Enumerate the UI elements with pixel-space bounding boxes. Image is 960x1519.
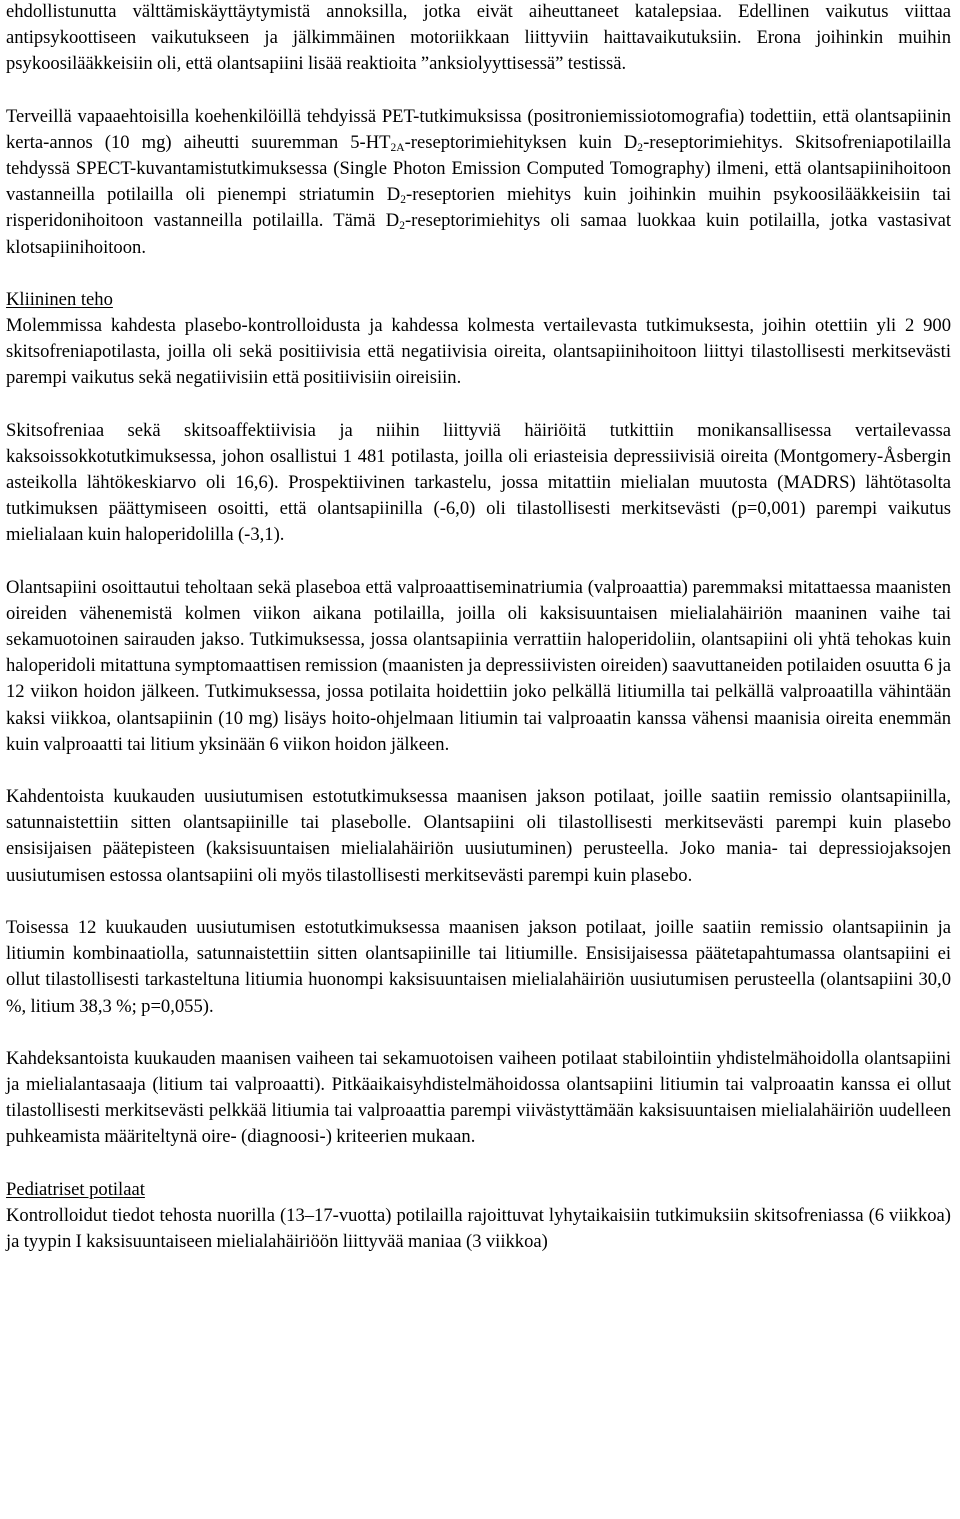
pet-text-d: -reseptorien miehitys kuin joihinkin muihin psykoosilääkkeisiin tai risperidonihoitoon vastanneilla potilailla. Tämä D bbox=[6, 184, 951, 232]
paragraph-relapse-12-months-placebo: Kahdentoista kuukauden uusiutumisen estotutkimuksessa maanisen jakson potilaat, joille saatiin remissio olantsapiinilla, satunnaistettiin sitten olantsapiinille tai plasebolle. Olantsapiini oli tilastollisesti merkitsevästi parempi kuin plasebo ensisijaisen päätepisteen (kaksisuuntaisen mielialahäiriön uusiutuminen) perusteella. Joko mania- tai depressiojaksojen uusiutumisen estossa olantsapiini oli myös tilastollisesti merkitsevästi parempi kuin plasebo. bbox=[6, 786, 951, 886]
paragraph-gap bbox=[6, 261, 951, 287]
pet-text-e: -reseptorimiehitys oli samaa luokkaa kuin potilailla, jotka vastasivat klotsapiinihoitoon. bbox=[6, 210, 951, 258]
pet-text-b: -reseptorimiehityksen kuin D bbox=[404, 131, 638, 153]
pet-subscript-2a: 2A bbox=[390, 141, 405, 154]
pet-text-a: Terveillä vapaaehtoisilla koehenkilöillä tehdyissä PET-tutkimuksissa (positroniemissiotomografia) todettiin, että olantsapiinin kerta-annos (10 mg) aiheutti suuremman 5-HT bbox=[6, 105, 951, 153]
paragraph-mania: Olantsapiini osoittautui teholtaan sekä plaseboa että valproaattiseminatriumia (valproaattia) paremmaksi mitattaessa maanisten oireiden vähenemistä kolmen viikon aikana potilailla, joilla oli kaksisuuntaisen mielialahäiriön maaninen vaihe tai sekamuotoinen sairauden jakso. Tutkimuksessa, jossa olantsapiinia verrattiin haloperidoliin, olantsapiini oli yhtä tehokas kuin haloperidoli mitattuna symptomaattisen remission (maanisten ja depressiivisten oireiden) saavuttaneiden potilaiden osuutta 6 ja 12 viikon hoidon jälkeen. Tutkimuksessa, jossa potilaita hoidettiin joko pelkällä litiumilla tai pelkällä valproaatilla vähintään kaksi viikkoa, olantsapiinin (10 mg) lisäys hoito-ohjelmaan litiumin tai valproaatin kanssa vähensi maanisia oireita enemmän kuin valproaatti tai litium yksinään 6 viikon hoidon jälkeen. bbox=[6, 576, 951, 755]
paragraph-gap bbox=[6, 758, 951, 784]
paragraph-clinical: Molemmissa kahdesta plasebo-kontrolloidusta ja kahdessa kolmesta vertailevasta tutkimuksesta, joihin otettiin yli 2 900 skitsofreniapotilasta, joilla oli sekä positiivisia että negatiivisia oireita, olantsapiinihoitoon liittyi tilastollisesti merkitsevästi parempi vaikutus sekä negatiivisiin että positiivisiin oireisiin. bbox=[6, 315, 951, 389]
document-page bbox=[6, 0, 951, 1255]
paragraph-pediatric: Kontrolloidut tiedot tehosta nuorilla (13–17-vuotta) potilailla rajoittuvat lyhytaikaisiin tutkimuksiin skitsofreniassa (6 viikkoa) ja tyypin I kaksisuuntaiseen mielialahäiriöön liittyvää maniaa (3 viikkoa) bbox=[6, 1204, 951, 1252]
paragraph-gap bbox=[6, 549, 951, 575]
pet-subscript-2-third: 2 bbox=[399, 220, 405, 233]
heading-pediatric: Pediatriset potilaat bbox=[6, 1178, 145, 1200]
pet-subscript-2-first: 2 bbox=[637, 141, 644, 154]
pet-text-c: -reseptorimiehitys. Skitsofreniapotilailla tehdyssä SPECT-kuvantamistutkimuksessa (Single Photon Emission Computed Tomography) ilmeni, että olantsapiinihoitoon vastanneilla potilailla oli pienempi striatumin D bbox=[6, 131, 951, 206]
paragraph-relapse-18-months: Kahdeksantoista kuukauden maanisen vaiheen tai sekamuotoisen vaiheen potilaat stabilointiin yhdistelmähoidolla olantsapiini ja mielialantasaaja (litium tai valproaatti). Pitkäaikaisyhdistelmähoidossa olantsapiini litiumin tai valproaatin kanssa ei ollut tilastollisesti merkitsevästi pelkkää litiumia tai valproaattia parempi viivästyttämään kaksisuuntaisen mielialahäiriön uudelleen puhkeamista määriteltynä oire- (diagnoosi-) kriteerien mukaan. bbox=[6, 1047, 951, 1148]
paragraph-gap bbox=[6, 1020, 951, 1046]
paragraph-gap bbox=[6, 392, 951, 418]
paragraph-pet-studies bbox=[6, 104, 951, 261]
paragraph-gap bbox=[6, 1151, 951, 1177]
paragraph-relapse-12-months-lithium: Toisessa 12 kuukauden uusiutumisen estotutkimuksessa maanisen jakson potilaat, joille saatiin remissio olantsapiinin ja litiumin kombinaatiolla, satunnaistettiin sitten olantsapiinille tai litiumille. Ensisijaisessa päätetapahtumassa olantsapiini ei ollut tilastollisesti tarkasteltuna litiumia huonompi kaksisuuntaisen mielialahäiriön uusiutumisen perusteella (olantsapiini 30,0 %, litium 38,3 %; p=0,055). bbox=[6, 916, 951, 1017]
heading-clinical-efficacy: Kliininen teho bbox=[6, 288, 113, 310]
paragraph-schizoaffective: Skitsofreniaa sekä skitsoaffektiivisia ja niihin liittyviä häiriöitä tutkittiin monikansallisessa vertailevassa kaksoissokkotutkimuksessa, johon osallistui 1 481 potilasta, joilla oli eriasteisia depressiivisiä oireita (Montgomery-Åsbergin asteikolla lähtökeskiarvo oli 16,6). Prospektiivinen tarkastelu, jossa mitattiin mielialan muutosta (MADRS) lähtötasolta tutkimuksen päättymiseen osoitti, että olantsapiinilla (-6,0) oli tilastollisesti merkitsevästi (p=0,001) parempi vaikutus mielialaan kuin haloperidolilla (-3,1). bbox=[6, 419, 951, 546]
pet-subscript-2-second: 2 bbox=[400, 194, 406, 207]
paragraph-gap bbox=[6, 889, 951, 915]
paragraph-gap bbox=[6, 78, 951, 104]
paragraph-intro: ehdollistunutta välttämiskäyttäytymistä annoksilla, jotka eivät aiheuttaneet katalepsiaa. Edellinen vaikutus viittaa antipsykoottiseen vaikutukseen ja jälkimmäinen motoriikkaan liittyviin haittavaikutuksiin. Erona joihinkin muihin psykoosilääkkeisiin oli, että olantsapiini lisää reaktioita ”anksiolyyttisessä” testissä. bbox=[6, 1, 951, 75]
